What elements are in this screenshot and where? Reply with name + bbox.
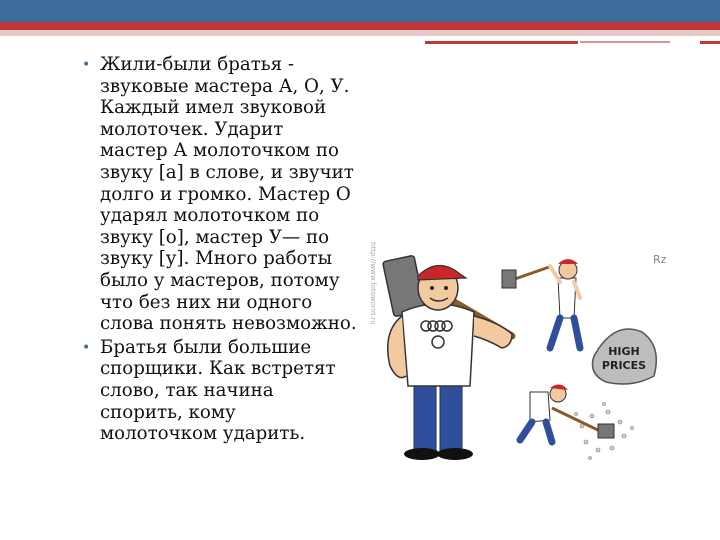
crouch-shirt [530,392,550,422]
bullet-list [74,54,370,445]
cap-icon [418,265,466,280]
accent-line [425,41,578,44]
header-shadow-band [0,30,720,36]
crouch-hammer-head [598,424,614,438]
bullet-item [74,54,370,335]
left-shoe [404,448,440,460]
bullet-item [74,337,370,445]
shirt [402,304,474,386]
left-leg [414,384,436,452]
vertical-caption: http://www.fotoworld.ru [369,242,377,325]
accent-line-right [700,41,720,44]
rock-text-bottom: PRICES [601,359,647,372]
crouching-worker-figure [520,384,634,459]
small-hammer-handle [512,266,552,280]
bullet-text: Жили-были братья - звуковые мастера А, О, У. Каждый имел звуковой молоточек. Ударит мастер А молоточком по звуку [а] в слове, и звучит долго и громко. Мастер О ударял молоточком по звуку [о], мастер У— по звуку [у]. Много работы было у мастеров, потому что без них ни одного слова понять невозможно. [100,54,357,335]
big-worker-figure [383,255,512,460]
bullet-text: Братья были большие спорщики. Как встретят слово, так начина спорить, кому молоточком ударить. [100,336,336,445]
price-rock [593,329,657,384]
small-cap-icon [558,259,578,264]
corner-mark: Rz [653,253,667,266]
rock-text-top: HIGH [608,345,640,358]
small-hammer-head [502,270,516,288]
right-shoe [437,448,473,460]
hammer-workers-illustration [362,236,682,466]
small-legs [550,318,580,348]
bullet-icon: • [82,339,91,356]
slide-text [74,54,370,447]
header-accent-band [0,22,720,30]
crouch-hammer-handle [552,408,602,432]
bullet-icon: • [82,57,91,73]
header-band [0,0,720,22]
right-leg [440,384,462,452]
crouch-legs [520,422,552,442]
accent-line-secondary [580,41,670,43]
